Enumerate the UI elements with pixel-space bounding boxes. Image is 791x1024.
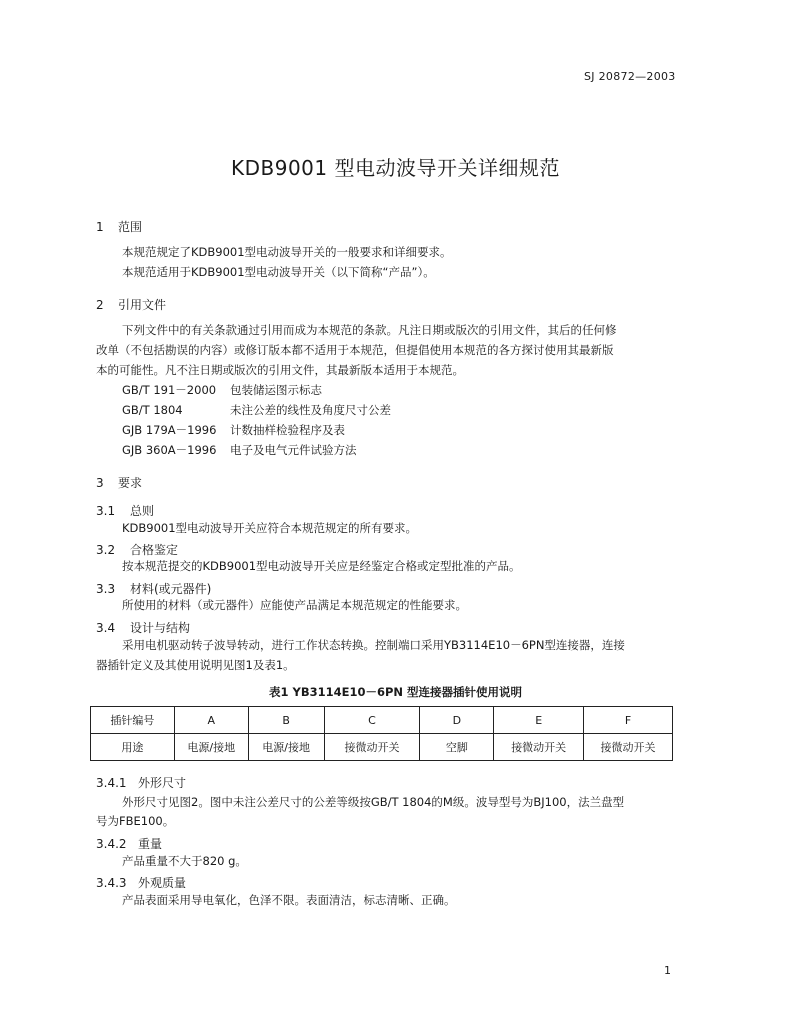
section-title: 范围 [118, 220, 143, 234]
section-number: 2 [96, 298, 104, 312]
paragraph: 下列文件中的有关条款通过引用而成为本规范的条款。凡注日期或版次的引用文件，其后的任何修 [122, 323, 617, 337]
reference-code: GB/T 1804 [122, 403, 183, 417]
section-2-heading [96, 296, 166, 313]
paragraph: 产品重量不大于820 g。 [122, 854, 247, 868]
standard-number: SJ 20872—2003 [584, 70, 676, 83]
paragraph: 改单（不包括勘误的内容）或修订版本都不适用于本规范，但提倡使用本规范的各方探讨使用其最新版 [96, 343, 614, 357]
table-cell: 插针编号 [91, 707, 175, 734]
table-cell: A [174, 707, 248, 734]
paragraph: 外形尺寸见图2。图中未注公差尺寸的公差等级按GB/T 1804的M级。波导型号为BJ100，法兰盘型 [122, 795, 625, 809]
reference-item [122, 422, 345, 439]
section-1-heading [96, 218, 142, 235]
section-title: 外形尺寸 [138, 776, 187, 790]
table-cell: B [248, 707, 324, 734]
section-title: 设计与结构 [130, 621, 191, 635]
table-cell: 电源/接地 [248, 734, 324, 761]
table-cell: E [494, 707, 584, 734]
paragraph: 本规范规定了KDB9001型电动波导开关的一般要求和详细要求。 [122, 245, 452, 259]
table-cell: 接微动开关 [584, 734, 673, 761]
section-number: 1 [96, 220, 104, 234]
section-title: 合格鉴定 [130, 543, 179, 557]
paragraph: 产品表面采用导电氧化，色泽不限。表面清洁，标志清晰、正确。 [122, 893, 456, 907]
table-row [91, 707, 673, 734]
table-cell: F [584, 707, 673, 734]
subsection-3-4-heading [96, 619, 190, 636]
table-cell: 空脚 [420, 734, 494, 761]
section-title: 引用文件 [118, 298, 167, 312]
subsection-3-1-heading [96, 502, 154, 519]
table-cell: 用途 [91, 734, 175, 761]
paragraph: 本规范适用于KDB9001型电动波导开关（以下简称“产品”）。 [122, 265, 435, 279]
section-number: 3 [96, 476, 104, 490]
reference-item [122, 442, 357, 459]
table-row [91, 734, 673, 761]
paragraph: 所使用的材料（或元器件）应能使产品满足本规范规定的性能要求。 [122, 598, 467, 612]
table-cell: 电源/接地 [174, 734, 248, 761]
subsection-3-4-2-heading [96, 835, 162, 852]
section-number: 3.4.3 [96, 876, 127, 890]
section-title: 要求 [118, 476, 143, 490]
reference-code: GJB 179A－1996 [122, 423, 217, 437]
table-cell: D [420, 707, 494, 734]
section-title: 外观质量 [138, 876, 187, 890]
reference-name: 未注公差的线性及角度尺寸公差 [230, 403, 391, 417]
section-3-heading [96, 474, 142, 491]
subsection-3-3-heading [96, 580, 211, 597]
table-cell: 接微动开关 [494, 734, 584, 761]
table-caption: 表1 YB3114E10－6PN 型连接器插针使用说明 [268, 685, 523, 699]
section-number: 3.1 [96, 504, 116, 518]
section-title: 材料(或元器件) [130, 582, 212, 596]
page-number: 1 [664, 964, 671, 977]
table-cell: 接微动开关 [324, 734, 420, 761]
reference-name: 电子及电气元件试验方法 [230, 443, 357, 457]
paragraph: 按本规范提交的KDB9001型电动波导开关应是经鉴定合格或定型批准的产品。 [122, 559, 521, 573]
subsection-3-2-heading [96, 541, 178, 558]
paragraph: 器插针定义及其使用说明见图1及表1。 [96, 658, 295, 672]
paragraph: 采用电机驱动转子波导转动，进行工作状态转换。控制端口采用YB3114E10－6PN型连接器，连接 [122, 638, 625, 652]
reference-name: 计数抽样检验程序及表 [230, 423, 345, 437]
paragraph: KDB9001型电动波导开关应符合本规范规定的所有要求。 [122, 521, 418, 535]
section-number: 3.2 [96, 543, 116, 557]
reference-name: 包装储运图示标志 [230, 383, 322, 397]
section-number: 3.4 [96, 621, 116, 635]
reference-item [122, 382, 322, 399]
section-title: 总则 [130, 504, 155, 518]
reference-code: GJB 360A－1996 [122, 443, 217, 457]
subsection-3-4-1-heading [96, 774, 186, 791]
reference-code: GB/T 191－2000 [122, 383, 217, 397]
section-number: 3.4.2 [96, 837, 127, 851]
pin-table [90, 706, 673, 761]
table-cell: C [324, 707, 420, 734]
paragraph: 本的可能性。凡不注日期或版次的引用文件，其最新版本适用于本规范。 [96, 363, 464, 377]
document-title: KDB9001 型电动波导开关详细规范 [231, 156, 560, 180]
section-number: 3.3 [96, 582, 116, 596]
paragraph: 号为FBE100。 [96, 814, 175, 828]
subsection-3-4-3-heading [96, 874, 186, 891]
section-number: 3.4.1 [96, 776, 127, 790]
section-title: 重量 [138, 837, 163, 851]
reference-item [122, 402, 391, 419]
